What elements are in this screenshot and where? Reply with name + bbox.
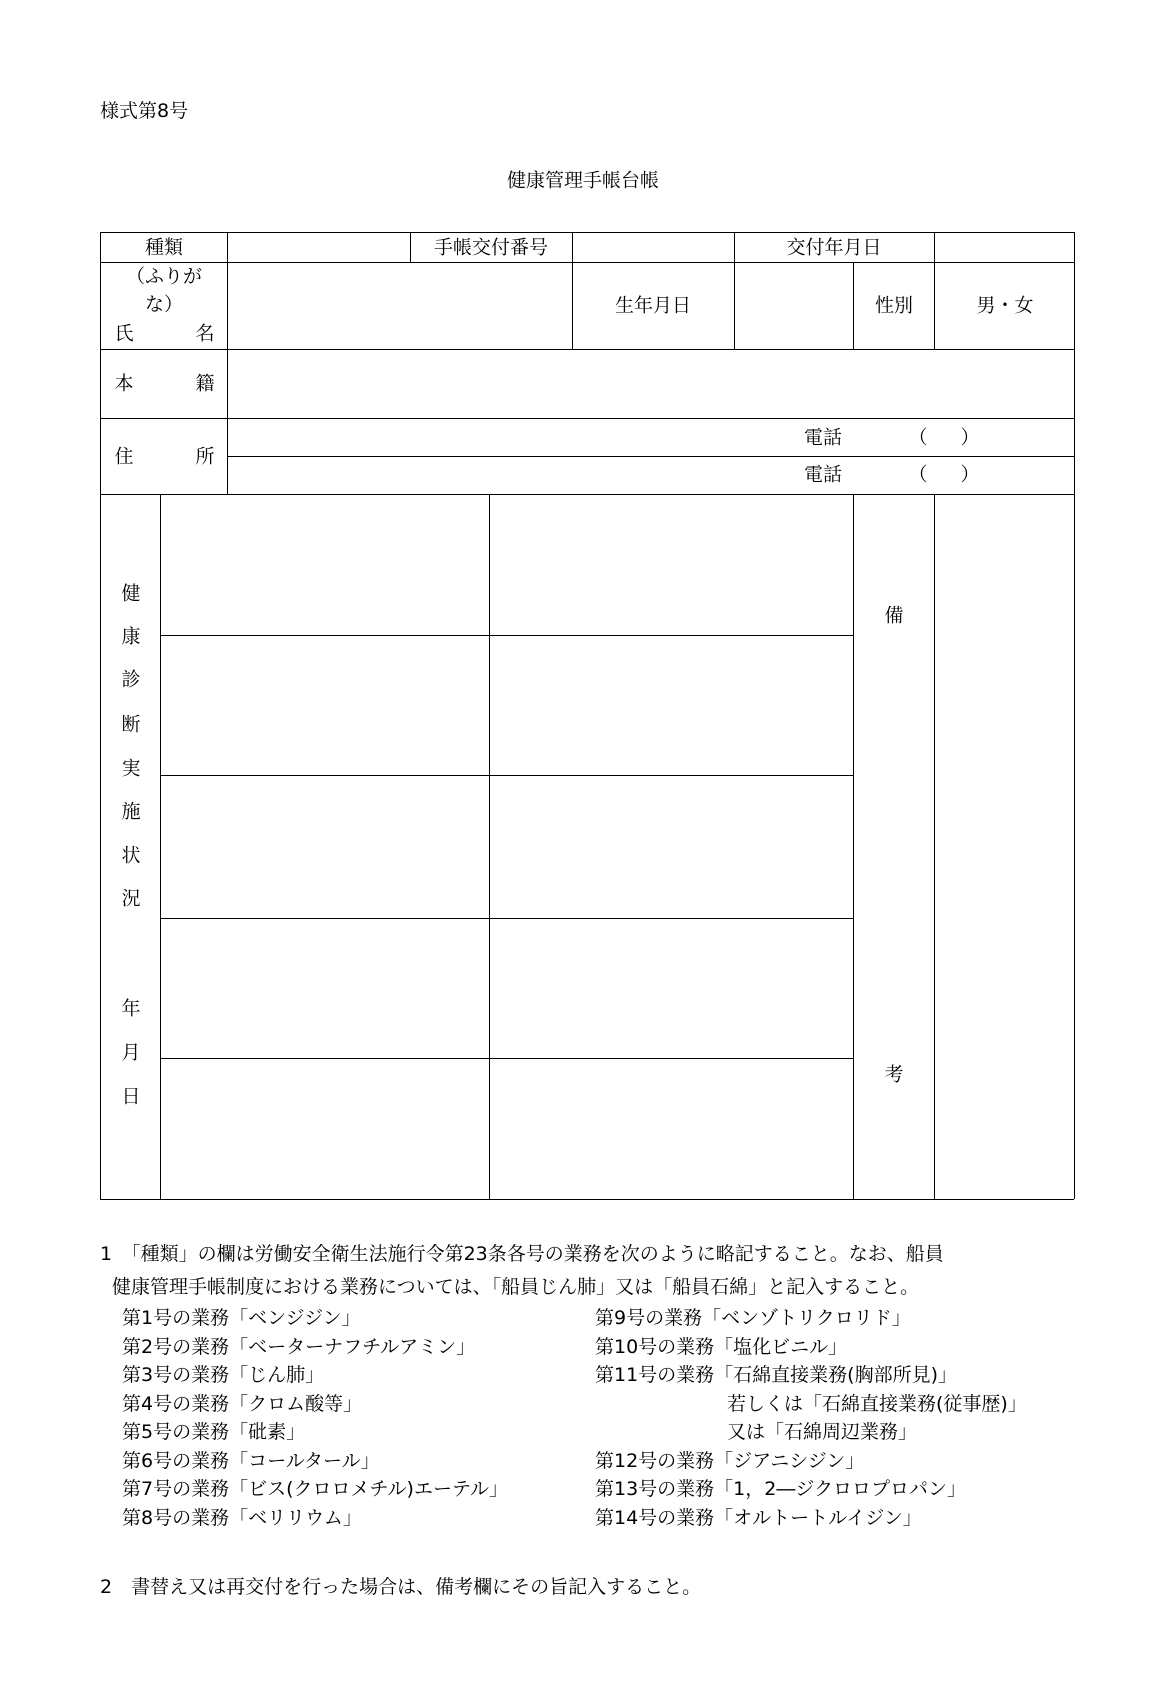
note-1-line-1: 1 「種類」の欄は労働安全衛生法施行令第23条各号の業務を次のように略記すること。なお、船員 bbox=[100, 1243, 944, 1265]
list-item: 第11号の業務「石綿直接業務(胸部所見)」 bbox=[595, 1364, 958, 1386]
list-item: 第10号の業務「塩化ビニル」 bbox=[595, 1335, 848, 1358]
address-label-2: 所 bbox=[195, 445, 215, 468]
sex-label: 性別 bbox=[874, 294, 914, 317]
list-item: 第3号の業務「じん肺」 bbox=[122, 1364, 325, 1386]
phone-label-2: 電話 bbox=[803, 463, 843, 486]
name-label-1: 氏 bbox=[114, 322, 134, 345]
exam-status-char: 健 bbox=[121, 582, 141, 605]
list-item: 又は「石綿周辺業務」 bbox=[727, 1421, 918, 1443]
furigana-label-cont: な） bbox=[144, 293, 184, 316]
phone-paren-close-1: ） bbox=[960, 426, 980, 449]
exam-status-char: 康 bbox=[121, 625, 141, 648]
date-char: 年 bbox=[121, 997, 141, 1020]
phone-paren-open-2: （ bbox=[908, 463, 928, 486]
exam-status-char: 断 bbox=[121, 713, 141, 736]
form-number: 様式第8号 bbox=[100, 100, 189, 122]
exam-status-char: 実 bbox=[121, 757, 141, 780]
list-item: 若しくは「石綿直接業務(従事歴)」 bbox=[727, 1392, 1027, 1415]
list-item: 第9号の業務「ベンゾトリクロリド」 bbox=[595, 1307, 911, 1329]
issue-date-label: 交付年月日 bbox=[786, 236, 882, 259]
phone-paren-open-1: （ bbox=[908, 426, 928, 449]
exam-status-char: 況 bbox=[121, 887, 141, 910]
remarks-label-2: 考 bbox=[884, 1063, 904, 1086]
date-char: 月 bbox=[121, 1041, 141, 1064]
phone-label-1: 電話 bbox=[803, 426, 843, 449]
furigana-label: （ふりが bbox=[125, 265, 203, 288]
note-1-line-2: 健康管理手帳制度における業務については、「船員じん肺」又は「船員石綿」と記入すること。 bbox=[112, 1276, 920, 1298]
exam-status-char: 施 bbox=[121, 800, 141, 823]
name-label-2: 名 bbox=[195, 322, 215, 345]
page-title: 健康管理手帳台帳 bbox=[506, 169, 660, 192]
remarks-label-1: 備 bbox=[884, 604, 904, 627]
list-item: 第5号の業務「砒素」 bbox=[122, 1421, 306, 1443]
list-item: 第6号の業務「コールタール」 bbox=[122, 1449, 380, 1472]
list-item: 第4号の業務「クロム酸等」 bbox=[122, 1392, 363, 1415]
note-2: 2 書替え又は再交付を行った場合は、備考欄にその旨記入すること。 bbox=[100, 1576, 702, 1598]
list-item: 第12号の業務「ジアニシジン」 bbox=[595, 1449, 865, 1472]
date-char: 日 bbox=[121, 1085, 141, 1108]
domicile-label-1: 本 bbox=[114, 372, 134, 395]
list-item: 第7号の業務「ビス(クロロメチル)エーテル」 bbox=[122, 1478, 509, 1500]
notebook-number-label: 手帳交付番号 bbox=[433, 236, 549, 259]
address-label-1: 住 bbox=[114, 445, 134, 468]
type-label: 種類 bbox=[144, 236, 184, 259]
exam-status-char: 状 bbox=[121, 844, 141, 867]
exam-status-char: 診 bbox=[121, 668, 141, 691]
list-item: 第2号の業務「ベーターナフチルアミン」 bbox=[122, 1335, 476, 1358]
domicile-label-2: 籍 bbox=[195, 372, 215, 395]
list-item: 第8号の業務「ベリリウム」 bbox=[122, 1506, 362, 1529]
birth-date-label: 生年月日 bbox=[614, 294, 692, 317]
phone-paren-close-2: ） bbox=[960, 463, 980, 486]
sex-options: 男・女 bbox=[976, 294, 1034, 317]
list-item: 第1号の業務「ベンジジン」 bbox=[122, 1307, 361, 1329]
list-item: 第13号の業務「1，2―ジクロロプロパン」 bbox=[595, 1478, 966, 1500]
list-item: 第14号の業務「オルトートルイジン」 bbox=[595, 1506, 922, 1529]
